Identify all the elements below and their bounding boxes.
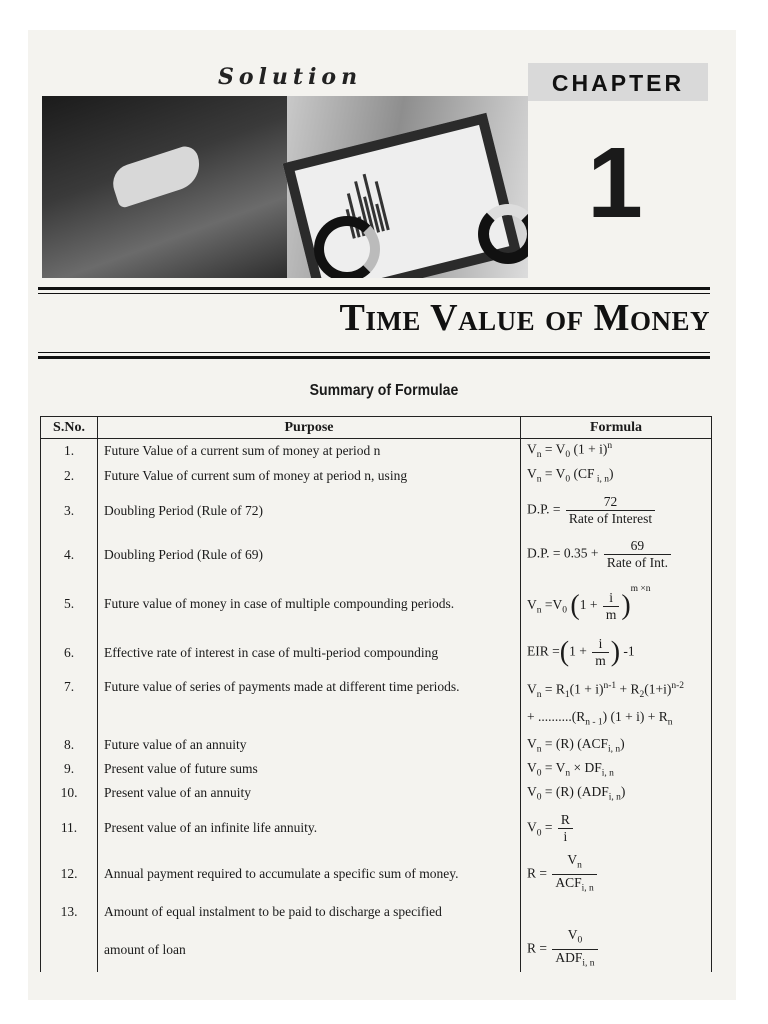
row-sno: 2.	[41, 463, 98, 489]
row-formula: $V_0 = (R)$ $(ADF_{i, n})$	[521, 781, 712, 805]
fraction-denominator: Rate of Interest	[568, 511, 653, 526]
row-formula: R = $\frac{V_0}{ADF_{i, n}}$	[521, 927, 712, 971]
row-purpose: Effective rate of interest in case of multi-period compounding	[98, 631, 521, 675]
row-formula	[521, 533, 712, 577]
row-formula: $V_n = V_0$ (CF $_{i, n}$)	[521, 463, 712, 489]
title-rule-bottom	[38, 356, 710, 359]
row-purpose: Annual payment required to accumulate a specific sum of money.	[98, 851, 521, 897]
row-purpose: Present value of future sums	[98, 757, 521, 781]
row-sno: 7.	[41, 675, 98, 734]
table-row	[41, 675, 712, 734]
title-rule-top	[38, 287, 710, 290]
fraction-denominator: Rate of Int.	[606, 555, 668, 570]
row-purpose: Future Value of a current sum of money at period n	[98, 439, 521, 463]
row-sno: 5.	[41, 577, 98, 631]
row-formula: $V_n = (R)$ $(ACF_{i, n})$	[521, 733, 712, 757]
formula-prefix: D.P. =	[527, 501, 561, 517]
table-row	[41, 463, 712, 489]
row-sno: 10.	[41, 781, 98, 805]
row-formula	[521, 489, 712, 533]
title-rule-bottom-thin	[38, 352, 710, 353]
table-row	[41, 533, 712, 577]
row-sno: 4.	[41, 533, 98, 577]
chapter-number: 1	[587, 127, 643, 239]
row-sno: 11.	[41, 805, 98, 851]
row-formula-empty	[521, 897, 712, 927]
summary-heading: Summary of Formulae	[309, 382, 459, 399]
row-purpose: Future value of series of payments made at different time periods.	[98, 675, 521, 734]
row-sno: 12.	[41, 851, 98, 897]
table-row	[41, 805, 712, 851]
formula-prefix: D.P. = 0.35 +	[527, 545, 599, 561]
row-formula: EIR =(1 + $\frac{i}{m}$ ) -1	[521, 631, 712, 675]
header-purpose: Purpose	[98, 417, 521, 439]
row-sno: 6.	[41, 631, 98, 675]
row-purpose: Present value of an annuity	[98, 781, 521, 805]
row-formula: $V_n = R_1(1 + i)^{n-1} + R_2(1+i)^{n-2}$ + $..........(R_{n - 1}) (1 + i) + R_n$	[521, 675, 712, 734]
table-row	[41, 439, 712, 463]
table-row	[41, 851, 712, 897]
row-sno: 1.	[41, 439, 98, 463]
header-formula: Formula	[521, 417, 712, 439]
row-formula: R = $\frac{V_n}{ACF_{i, n}}$	[521, 851, 712, 897]
formula-table	[40, 416, 712, 972]
fraction-numerator: 72	[566, 494, 655, 511]
row-sno: 9.	[41, 757, 98, 781]
row-sno-empty	[41, 927, 98, 971]
fraction	[604, 538, 671, 571]
fraction-numerator: 69	[604, 538, 671, 555]
table-row	[41, 897, 712, 927]
fraction	[566, 494, 655, 527]
table-row	[41, 489, 712, 533]
page-title: Time Value of Money	[339, 297, 710, 339]
donut-chart-icon	[314, 216, 380, 278]
row-purpose: Future value of an annuity	[98, 733, 521, 757]
row-sno: 3.	[41, 489, 98, 533]
row-formula: $V_0$ = $\frac{R}{i}$	[521, 805, 712, 851]
brand-wordmark: Solution	[218, 64, 363, 90]
row-sno: 8.	[41, 733, 98, 757]
row-purpose: Future value of money in case of multiple compounding periods.	[98, 577, 521, 631]
row-purpose: Future Value of current sum of money at period n, using	[98, 463, 521, 489]
table-header-row	[41, 417, 712, 439]
row-formula: $V_n =V_0$ (1 + $\frac{i}{m}$ )$^{m \times n}$	[521, 577, 712, 631]
table-row	[41, 757, 712, 781]
table-row	[41, 631, 712, 675]
row-formula: $V_n = V_0$ $(1 + i)^n$	[521, 439, 712, 463]
chapter-label: CHAPTER	[528, 63, 708, 101]
row-purpose: amount of loan	[98, 927, 521, 971]
cover-illustration	[42, 96, 528, 278]
header-sno: S.No.	[41, 417, 98, 439]
table-row	[41, 733, 712, 757]
table-row	[41, 927, 712, 971]
table-row	[41, 781, 712, 805]
table-row	[41, 577, 712, 631]
row-sno: 13.	[41, 897, 98, 927]
row-purpose: Amount of equal instalment to be paid to discharge a specified	[98, 897, 521, 927]
row-purpose: Doubling Period (Rule of 72)	[98, 489, 521, 533]
title-rule-top-thin	[38, 293, 710, 294]
row-formula: $V_0 = V_n \times DF_{i, n}$	[521, 757, 712, 781]
row-purpose: Present value of an infinite life annuity.	[98, 805, 521, 851]
row-purpose: Doubling Period (Rule of 69)	[98, 533, 521, 577]
